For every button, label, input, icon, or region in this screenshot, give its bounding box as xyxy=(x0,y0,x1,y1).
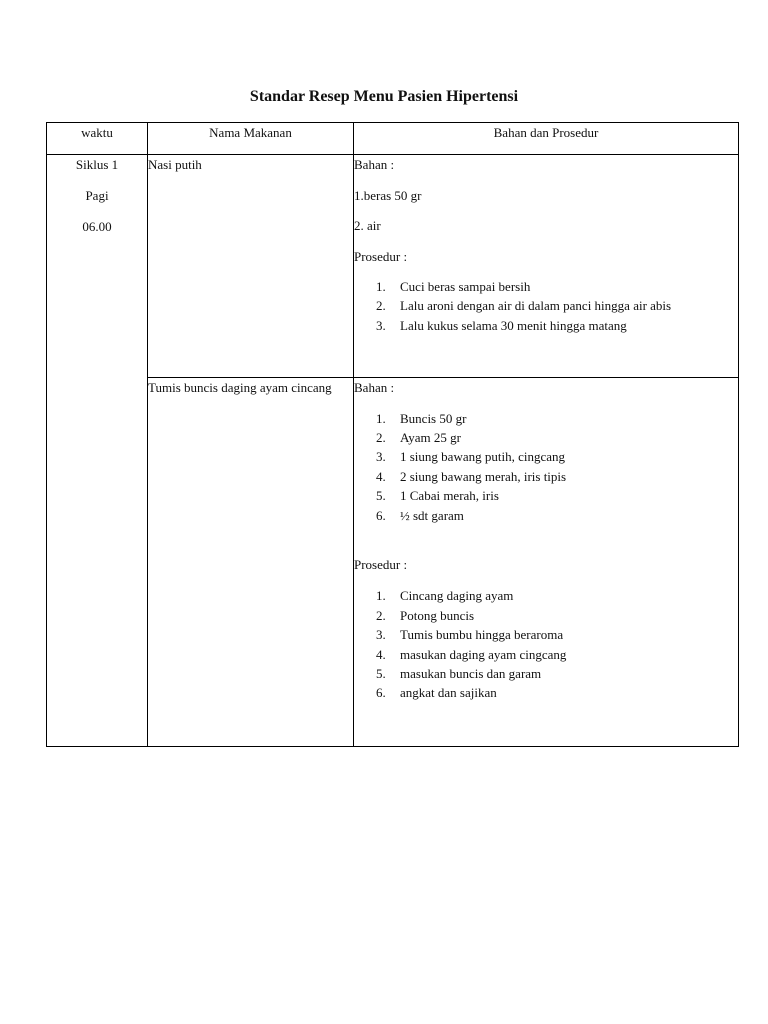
list-item xyxy=(354,486,738,505)
list-text: 1 Cabai merah, iris xyxy=(400,488,499,504)
list-text: ½ sdt garam xyxy=(400,507,464,523)
bahan-prosedur-cell xyxy=(354,378,739,747)
bahan-label: Bahan : xyxy=(354,380,395,395)
list-number: 1. xyxy=(376,279,386,294)
list-number: 5. xyxy=(376,666,386,682)
list-item xyxy=(354,645,738,664)
header-nama-makanan: Nama Makanan xyxy=(148,123,354,155)
list-item xyxy=(354,316,738,335)
jam-label: 06.00 xyxy=(82,219,112,234)
list-item xyxy=(354,428,738,447)
list-text: Lalu aroni dengan air di dalam panci hingga air abis xyxy=(400,298,672,314)
list-number: 3. xyxy=(376,317,386,333)
list-item xyxy=(354,664,738,683)
list-item xyxy=(354,625,738,644)
list-item xyxy=(354,683,738,702)
list-number: 2. xyxy=(376,607,386,623)
waktu-cell xyxy=(47,155,148,747)
bahan-item: 1.beras 50 gr xyxy=(354,187,422,203)
nama-makanan-cell: Tumis buncis daging ayam cincang xyxy=(148,378,354,747)
list-item xyxy=(354,606,738,625)
list-number: 6. xyxy=(376,507,386,523)
list-item xyxy=(354,586,738,605)
header-bahan-prosedur: Bahan dan Prosedur xyxy=(354,123,739,155)
list-item xyxy=(354,447,738,466)
list-number: 1. xyxy=(376,588,386,604)
table-header-row xyxy=(47,123,739,155)
list-number: 4. xyxy=(376,646,386,662)
prosedur-label: Prosedur : xyxy=(354,248,408,264)
list-item xyxy=(354,409,738,428)
list-text: Buncis 50 gr xyxy=(400,410,467,426)
prosedur-list xyxy=(354,586,738,702)
recipe-table xyxy=(46,122,739,747)
list-text: Lalu kukus selama 30 menit hingga matang xyxy=(400,317,627,333)
list-text: 1 siung bawang putih, cingcang xyxy=(400,449,565,465)
list-text: angkat dan sajikan xyxy=(400,685,497,701)
table-row xyxy=(47,378,739,747)
list-text: masukan daging ayam cingcang xyxy=(400,646,567,662)
prosedur-label: Prosedur : xyxy=(354,556,408,572)
list-text: Ayam 25 gr xyxy=(400,429,461,445)
bahan-item: 2. air xyxy=(354,218,381,233)
list-item xyxy=(354,506,738,525)
list-number: 3. xyxy=(376,449,386,465)
list-number: 1. xyxy=(376,410,386,426)
list-number: 2. xyxy=(376,298,386,314)
header-waktu: waktu xyxy=(47,123,148,155)
list-text: Cuci beras sampai bersih xyxy=(400,279,531,294)
document-title: Standar Resep Menu Pasien Hipertensi xyxy=(249,88,519,105)
bahan-list xyxy=(354,409,738,525)
list-item xyxy=(354,296,738,315)
table-row xyxy=(47,155,739,378)
list-text: masukan buncis dan garam xyxy=(400,666,542,682)
bahan-prosedur-cell xyxy=(354,155,739,378)
nama-makanan-cell: Nasi putih xyxy=(148,155,354,378)
list-item xyxy=(354,277,738,296)
list-text: Cincang daging ayam xyxy=(400,588,514,604)
sesi-label: Pagi xyxy=(85,188,109,203)
prosedur-list xyxy=(354,277,738,335)
list-text: Potong buncis xyxy=(400,607,475,623)
list-number: 3. xyxy=(376,627,386,643)
list-text: Tumis bumbu hingga beraroma xyxy=(400,627,564,643)
list-item xyxy=(354,467,738,486)
list-text: 2 siung bawang merah, iris tipis xyxy=(400,468,567,484)
list-number: 5. xyxy=(376,488,386,504)
bahan-label: Bahan : xyxy=(354,157,395,172)
siklus-label: Siklus 1 xyxy=(75,157,119,172)
list-number: 2. xyxy=(376,429,386,445)
list-number: 6. xyxy=(376,685,386,701)
list-number: 4. xyxy=(376,468,386,484)
